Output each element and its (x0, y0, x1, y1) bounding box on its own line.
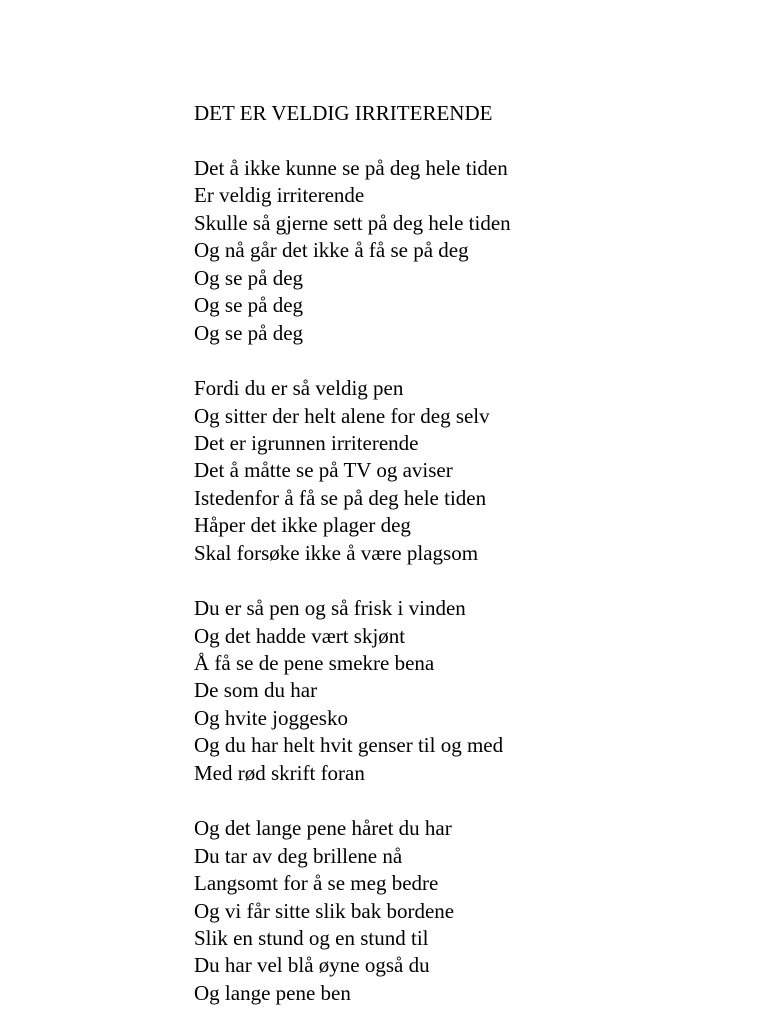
stanza-4 (194, 815, 754, 1007)
poem-line: Og se på deg (194, 320, 304, 345)
poem-line: Skal forsøke ikke å være plagsom (194, 540, 479, 565)
poem-line: Og sitter der helt alene for deg selv (194, 403, 490, 428)
poem-line: Du har vel blå øyne også du (194, 953, 430, 978)
poem-line: Slik en stund og en stund til (194, 925, 429, 950)
poem-line: Er veldig irriterende (194, 183, 365, 208)
poem-line: Og nå går det ikke å få se på deg (194, 238, 469, 263)
poem-line: Og se på deg (194, 293, 304, 318)
poem-line: Og lange pene ben (194, 980, 351, 1005)
poem-line: Du tar av deg brillene nå (194, 843, 403, 868)
poem-line: Det er igrunnen irriterende (194, 430, 419, 455)
stanza-3 (194, 595, 754, 787)
poem-line: Og det hadde vært skjønt (194, 623, 406, 648)
poem-line: Og hvite joggesko (194, 705, 348, 730)
poem-title: DET ER VELDIG IRRITERENDE (194, 101, 493, 125)
poem-page (194, 99, 754, 1007)
stanza-1 (194, 155, 754, 347)
poem-line: Og du har helt hvit genser til og med (194, 733, 504, 758)
poem-line: Og det lange pene håret du har (194, 816, 452, 841)
poem-line: Med rød skrift foran (194, 760, 365, 785)
poem-line: Istedenfor å få se på deg hele tiden (194, 485, 487, 510)
poem-line: Fordi du er så veldig pen (194, 376, 404, 401)
poem-line: Å få se de pene smekre bena (194, 651, 435, 675)
poem-line: Langsomt for å se meg bedre (194, 871, 439, 896)
poem-line: Det å måtte se på TV og aviser (194, 458, 453, 483)
poem-line: De som du har (194, 678, 318, 703)
poem-line: Håper det ikke plager deg (194, 513, 411, 538)
poem-line: Og vi får sitte slik bak bordene (194, 898, 455, 923)
poem-line: Du er så pen og så frisk i vinden (194, 596, 466, 621)
poem-line: Skulle så gjerne sett på deg hele tiden (194, 210, 511, 235)
poem-line: Det å ikke kunne se på deg hele tiden (194, 156, 508, 180)
stanza-2 (194, 375, 754, 567)
poem-line: Og se på deg (194, 265, 304, 290)
